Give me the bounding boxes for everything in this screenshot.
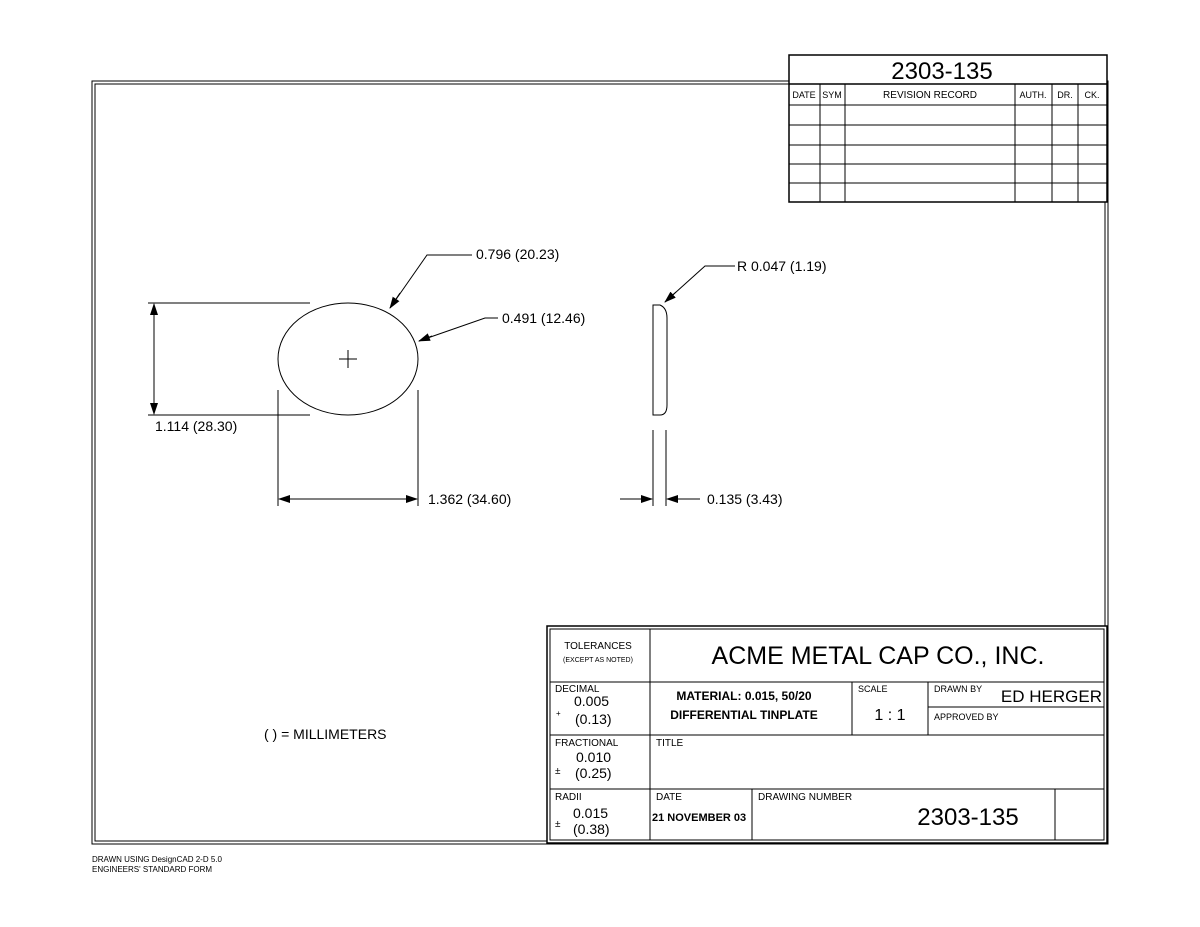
scale-label: SCALE (858, 684, 888, 694)
fractional-label: FRACTIONAL (555, 738, 619, 749)
dim-width: 1.362 (34.60) (428, 491, 512, 507)
rev-header-auth: AUTH. (1019, 90, 1047, 100)
units-note: ( ) = MILLIMETERS (264, 726, 387, 742)
decimal-plus-sign: + (556, 709, 561, 718)
drawing-number-label: DRAWING NUMBER (758, 792, 853, 803)
drawn-by-value: ED HERGER (1000, 687, 1102, 706)
date-value: 21 NOVEMBER 03 (652, 812, 747, 824)
date-label: DATE (656, 792, 682, 803)
scale-value: 1 : 1 (874, 707, 906, 724)
fractional-mm: (0.25) (575, 765, 612, 781)
decimal-label: DECIMAL (555, 684, 600, 695)
fractional-value: 0.010 (576, 749, 612, 765)
drawing-number-value: 2303-135 (917, 804, 1019, 831)
footer-note (92, 855, 222, 875)
approved-by-label: APPROVED BY (934, 712, 999, 722)
dim-thickness: 0.135 (3.43) (707, 491, 783, 507)
material-line2: DIFFERENTIAL TINPLATE (670, 708, 818, 722)
drawn-by-label: DRAWN BY (934, 684, 983, 694)
dim-radius: R 0.047 (1.19) (737, 258, 827, 274)
revision-part-number: 2303-135 (891, 58, 993, 85)
radii-plus-minus: ± (555, 819, 561, 830)
side-view (620, 266, 735, 506)
rev-header-date: DATE (792, 90, 816, 100)
decimal-mm: (0.13) (575, 711, 612, 727)
tolerances-note: (EXCEPT AS NOTED) (563, 657, 633, 664)
footer-line2: ENGINEERS' STANDARD FORM (92, 865, 213, 874)
dim-height: 1.114 (28.30) (155, 418, 238, 434)
rev-header-ck: CK. (1084, 90, 1100, 100)
material-line1: MATERIAL: 0.015, 50/20 (676, 689, 812, 703)
rev-header-sym: SYM (822, 90, 842, 100)
dim-major: 0.796 (20.23) (476, 246, 560, 262)
leader-minor (419, 318, 498, 341)
rev-header-record: REVISION RECORD (883, 90, 977, 101)
rev-header-dr: DR. (1057, 90, 1073, 100)
title-label: TITLE (656, 738, 684, 749)
company-name: ACME METAL CAP CO., INC. (711, 642, 1045, 670)
radii-label: RADII (555, 792, 582, 803)
radii-value: 0.015 (573, 805, 609, 821)
side-profile (653, 305, 667, 415)
decimal-value: 0.005 (574, 693, 610, 709)
dim-minor: 0.491 (12.46) (502, 310, 586, 326)
footer-line1: DRAWN USING DesignCAD 2-D 5.0 (92, 855, 222, 864)
fractional-plus-minus: ± (555, 766, 561, 777)
front-view (148, 255, 498, 506)
radii-mm: (0.38) (573, 821, 610, 837)
leader-radius (665, 266, 735, 302)
leader-major (390, 255, 472, 308)
tolerances-label: TOLERANCES (564, 641, 632, 652)
